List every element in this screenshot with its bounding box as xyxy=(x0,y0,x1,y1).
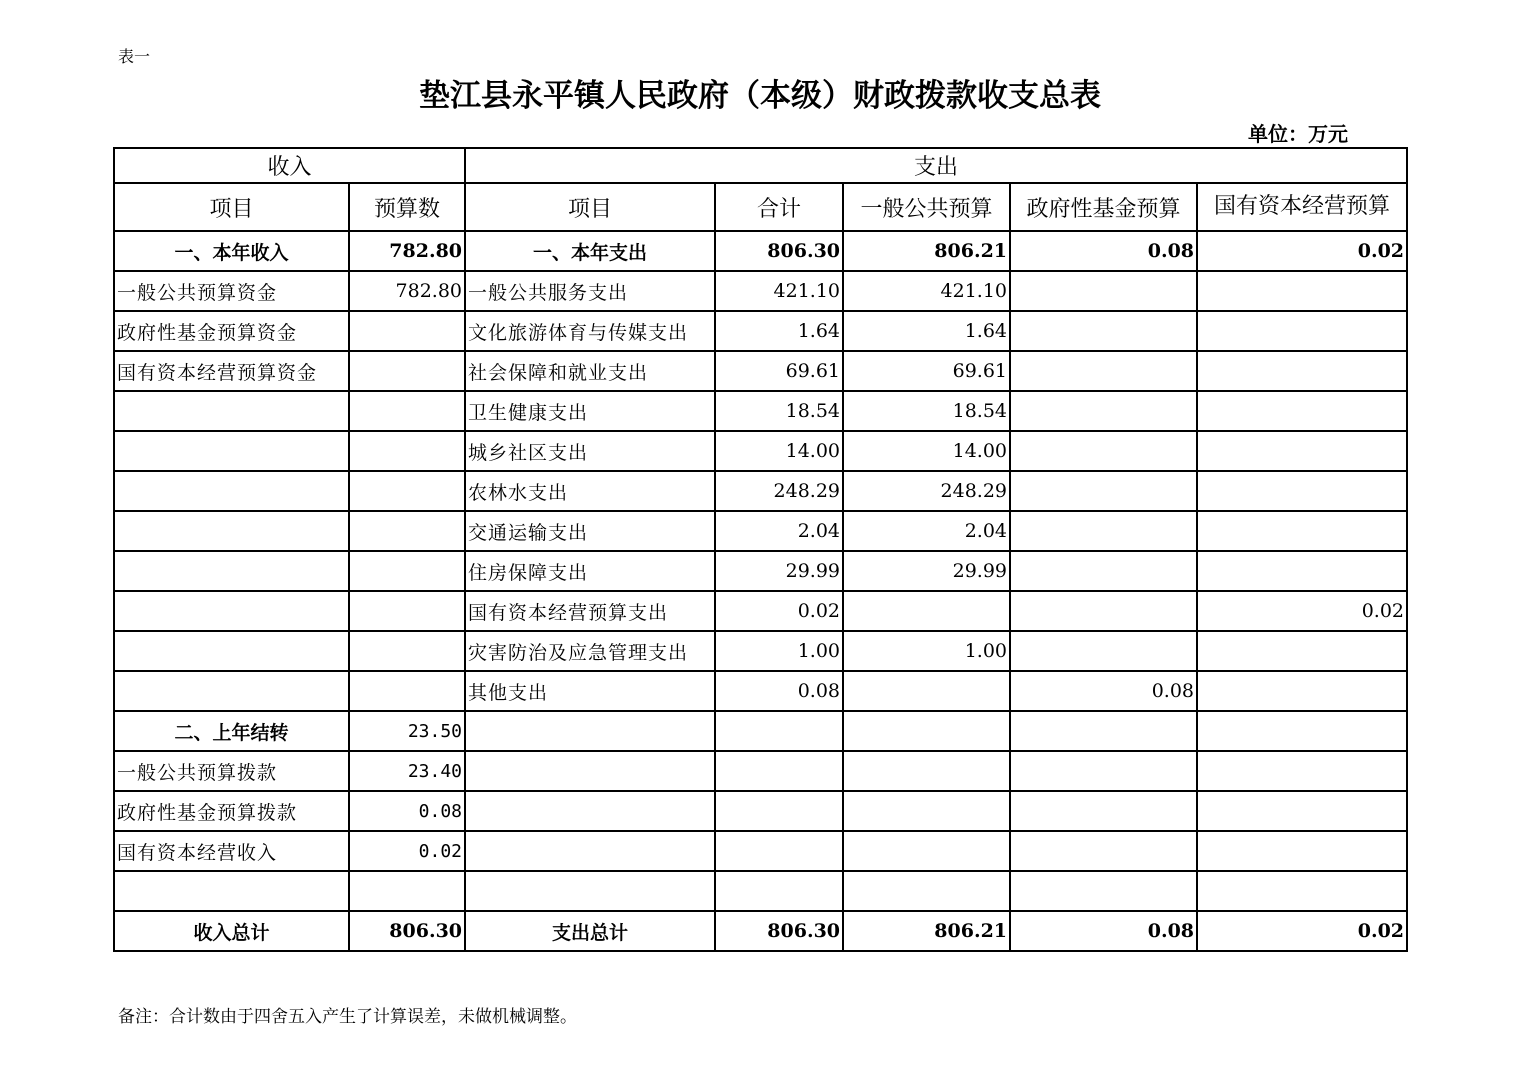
general-budget-value xyxy=(843,871,1010,911)
general-budget-value: 2.04 xyxy=(843,511,1010,551)
fund-budget-value xyxy=(1010,351,1197,391)
state-total-value: 0.02 xyxy=(1197,911,1407,951)
income-item-header: 项目 xyxy=(114,183,349,231)
income-value: 0.02 xyxy=(349,831,465,871)
income-value: 23.40 xyxy=(349,751,465,791)
income-item xyxy=(114,631,349,671)
expense-item: 农林水支出 xyxy=(465,471,715,511)
income-item xyxy=(114,551,349,591)
state-capital-value xyxy=(1197,391,1407,431)
table-row xyxy=(114,551,1407,591)
general-budget-value xyxy=(843,831,1010,871)
table-row xyxy=(114,671,1407,711)
fund-budget-value xyxy=(1010,751,1197,791)
budget-table xyxy=(113,147,1408,952)
expense-total xyxy=(715,751,843,791)
general-budget-value: 69.61 xyxy=(843,351,1010,391)
fund-budget-value: 0.08 xyxy=(1010,231,1197,271)
general-budget-value xyxy=(843,711,1010,751)
state-capital-value xyxy=(1197,511,1407,551)
table-row xyxy=(114,471,1407,511)
income-value xyxy=(349,631,465,671)
income-total-label: 收入总计 xyxy=(114,911,349,951)
expense-item: 交通运输支出 xyxy=(465,511,715,551)
expense-total: 1.64 xyxy=(715,311,843,351)
general-budget-value: 18.54 xyxy=(843,391,1010,431)
income-total-value: 806.30 xyxy=(349,911,465,951)
general-budget-value: 1.00 xyxy=(843,631,1010,671)
header-row-1 xyxy=(114,148,1407,183)
income-value xyxy=(349,551,465,591)
income-value xyxy=(349,431,465,471)
general-budget-value: 14.00 xyxy=(843,431,1010,471)
expense-total: 248.29 xyxy=(715,471,843,511)
income-value: 0.08 xyxy=(349,791,465,831)
fund-budget-value xyxy=(1010,871,1197,911)
state-capital-value xyxy=(1197,551,1407,591)
table-row xyxy=(114,791,1407,831)
fund-budget-value xyxy=(1010,591,1197,631)
income-item xyxy=(114,671,349,711)
budget-header: 预算数 xyxy=(349,183,465,231)
fund-budget-value xyxy=(1010,511,1197,551)
income-value xyxy=(349,391,465,431)
table-row xyxy=(114,391,1407,431)
general-budget-value: 1.64 xyxy=(843,311,1010,351)
expense-item: 灾害防治及应急管理支出 xyxy=(465,631,715,671)
fund-budget-value xyxy=(1010,551,1197,591)
table-tag: 表一 xyxy=(118,47,151,66)
state-capital-value xyxy=(1197,751,1407,791)
expense-total xyxy=(715,711,843,751)
income-item: 一般公共预算资金 xyxy=(114,271,349,311)
fund-budget-value xyxy=(1010,831,1197,871)
income-item xyxy=(114,431,349,471)
general-budget-value: 29.99 xyxy=(843,551,1010,591)
expense-item: 一般公共服务支出 xyxy=(465,271,715,311)
expense-total: 421.10 xyxy=(715,271,843,311)
table-row xyxy=(114,231,1407,271)
expense-total-value: 806.30 xyxy=(715,911,843,951)
table-row xyxy=(114,711,1407,751)
income-item xyxy=(114,471,349,511)
income-item: 一、本年收入 xyxy=(114,231,349,271)
income-value xyxy=(349,591,465,631)
general-budget-value xyxy=(843,791,1010,831)
general-budget-value: 421.10 xyxy=(843,271,1010,311)
state-capital-value xyxy=(1197,791,1407,831)
table-row xyxy=(114,871,1407,911)
income-value xyxy=(349,471,465,511)
fund-budget-value xyxy=(1010,631,1197,671)
general-budget-header: 一般公共预算 xyxy=(843,183,1010,231)
income-value xyxy=(349,671,465,711)
expense-item: 住房保障支出 xyxy=(465,551,715,591)
expense-total: 14.00 xyxy=(715,431,843,471)
state-capital-value: 0.02 xyxy=(1197,231,1407,271)
expense-total xyxy=(715,791,843,831)
expense-item xyxy=(465,871,715,911)
expense-total-label: 支出总计 xyxy=(465,911,715,951)
income-value: 782.80 xyxy=(349,231,465,271)
income-item: 国有资本经营收入 xyxy=(114,831,349,871)
table-row xyxy=(114,591,1407,631)
expense-total: 806.30 xyxy=(715,231,843,271)
table-row xyxy=(114,751,1407,791)
income-value xyxy=(349,351,465,391)
expense-item: 一、本年支出 xyxy=(465,231,715,271)
general-total-value: 806.21 xyxy=(843,911,1010,951)
expense-total xyxy=(715,831,843,871)
general-budget-value: 248.29 xyxy=(843,471,1010,511)
table-row xyxy=(114,351,1407,391)
state-capital-value xyxy=(1197,271,1407,311)
expense-item: 文化旅游体育与传媒支出 xyxy=(465,311,715,351)
table-body xyxy=(114,148,1407,951)
state-capital-value xyxy=(1197,631,1407,671)
income-value xyxy=(349,511,465,551)
expense-item xyxy=(465,791,715,831)
table-row xyxy=(114,271,1407,311)
fund-total-value: 0.08 xyxy=(1010,911,1197,951)
fund-budget-value xyxy=(1010,311,1197,351)
state-capital-value: 0.02 xyxy=(1197,591,1407,631)
expense-total: 0.02 xyxy=(715,591,843,631)
state-capital-value xyxy=(1197,711,1407,751)
state-capital-value xyxy=(1197,311,1407,351)
income-item: 政府性基金预算资金 xyxy=(114,311,349,351)
income-item xyxy=(114,391,349,431)
expense-item: 卫生健康支出 xyxy=(465,391,715,431)
income-item: 二、上年结转 xyxy=(114,711,349,751)
table-row xyxy=(114,511,1407,551)
fund-budget-value xyxy=(1010,391,1197,431)
expense-total: 18.54 xyxy=(715,391,843,431)
fund-budget-value xyxy=(1010,711,1197,751)
header-row-2 xyxy=(114,183,1407,231)
income-value xyxy=(349,871,465,911)
expense-item: 城乡社区支出 xyxy=(465,431,715,471)
expense-header: 支出 xyxy=(465,148,1407,183)
total-header: 合计 xyxy=(715,183,843,231)
expense-item xyxy=(465,751,715,791)
income-item xyxy=(114,871,349,911)
income-item: 国有资本经营预算资金 xyxy=(114,351,349,391)
fund-budget-value xyxy=(1010,471,1197,511)
fund-budget-value: 0.08 xyxy=(1010,671,1197,711)
fund-budget-value xyxy=(1010,791,1197,831)
income-header: 收入 xyxy=(114,148,465,183)
income-item xyxy=(114,591,349,631)
general-budget-value xyxy=(843,591,1010,631)
general-budget-value xyxy=(843,751,1010,791)
totals-row xyxy=(114,911,1407,951)
state-capital-value xyxy=(1197,431,1407,471)
fund-budget-value xyxy=(1010,271,1197,311)
income-item: 一般公共预算拨款 xyxy=(114,751,349,791)
general-budget-value xyxy=(843,671,1010,711)
income-item: 政府性基金预算拨款 xyxy=(114,791,349,831)
table-row xyxy=(114,431,1407,471)
expense-total: 29.99 xyxy=(715,551,843,591)
page-title: 垫江县永平镇人民政府（本级）财政拨款收支总表 xyxy=(419,78,1101,114)
table-row xyxy=(114,311,1407,351)
income-value xyxy=(349,311,465,351)
expense-item xyxy=(465,711,715,751)
fund-budget-header: 政府性基金预算 xyxy=(1010,183,1197,231)
state-capital-value xyxy=(1197,871,1407,911)
state-capital-value xyxy=(1197,351,1407,391)
general-budget-value: 806.21 xyxy=(843,231,1010,271)
expense-total xyxy=(715,871,843,911)
state-capital-value xyxy=(1197,831,1407,871)
expense-item: 其他支出 xyxy=(465,671,715,711)
state-capital-header: 国有资本经营预算 xyxy=(1197,183,1407,231)
expense-item: 社会保障和就业支出 xyxy=(465,351,715,391)
expense-total: 69.61 xyxy=(715,351,843,391)
footnote: 备注：合计数由于四舍五入产生了计算误差，未做机械调整。 xyxy=(118,1007,577,1027)
income-item xyxy=(114,511,349,551)
expense-item xyxy=(465,831,715,871)
table-row xyxy=(114,631,1407,671)
table-row xyxy=(114,831,1407,871)
expense-item: 国有资本经营预算支出 xyxy=(465,591,715,631)
state-capital-value xyxy=(1197,671,1407,711)
expense-total: 1.00 xyxy=(715,631,843,671)
unit-label: 单位：万元 xyxy=(1248,122,1348,146)
state-capital-value xyxy=(1197,471,1407,511)
expense-item-header: 项目 xyxy=(465,183,715,231)
income-value: 23.50 xyxy=(349,711,465,751)
expense-total: 0.08 xyxy=(715,671,843,711)
fund-budget-value xyxy=(1010,431,1197,471)
income-value: 782.80 xyxy=(349,271,465,311)
expense-total: 2.04 xyxy=(715,511,843,551)
